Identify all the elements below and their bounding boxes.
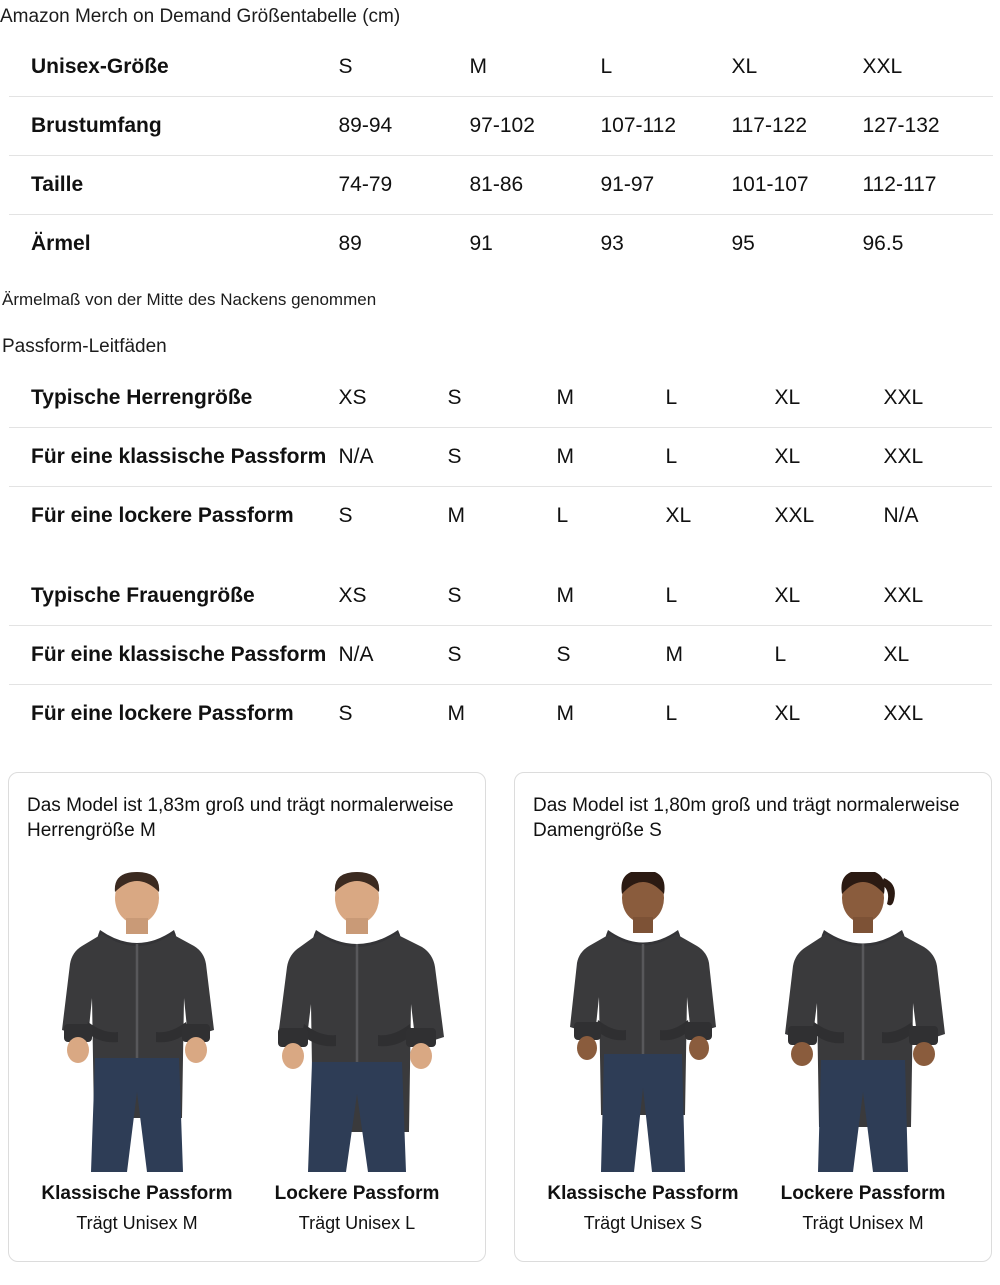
- row-label: Für eine lockere Passform: [31, 503, 294, 527]
- cell: L: [556, 503, 569, 527]
- table-row: [9, 427, 993, 486]
- model-card-womens: [514, 772, 992, 1262]
- cell: 74-79: [339, 155, 470, 214]
- cell: M: [447, 701, 465, 725]
- table-row: [9, 368, 993, 427]
- cell: S: [557, 625, 666, 684]
- cell: S: [339, 37, 470, 96]
- cell: M: [556, 701, 574, 725]
- cell: M: [666, 625, 775, 684]
- table-row: [9, 37, 994, 96]
- cell: M: [557, 368, 666, 427]
- model-cards: [8, 772, 992, 1262]
- cell: S: [448, 566, 557, 625]
- cell: S: [338, 701, 353, 725]
- cell: L: [666, 368, 775, 427]
- unisex-size-table: [8, 37, 994, 274]
- model-card-mens: [8, 772, 486, 1262]
- cell: XL: [775, 427, 884, 486]
- cell: XL: [775, 368, 884, 427]
- table-row: [9, 566, 993, 625]
- model-figure-classic: [36, 872, 238, 1172]
- row-label: Für eine klassische Passform: [9, 625, 339, 684]
- row-label: Für eine lockere Passform: [31, 701, 294, 725]
- cell: 95: [731, 231, 755, 255]
- cell: L: [775, 625, 884, 684]
- cell: XL: [884, 625, 993, 684]
- cell: S: [448, 427, 557, 486]
- cell: XL: [665, 503, 692, 527]
- model-figure-relaxed: [762, 872, 964, 1172]
- cell: XL: [732, 37, 863, 96]
- womens-fit-table: [8, 566, 993, 744]
- male-model-relaxed-fit-illustration: [262, 872, 452, 1172]
- model-caption: Das Model ist 1,80m groß und trägt normalerweise Damengröße S: [533, 794, 960, 842]
- cell: N/A: [883, 503, 919, 527]
- wears-size: Trägt Unisex M: [76, 1212, 198, 1233]
- wears-size: Trägt Unisex S: [583, 1212, 703, 1233]
- cell: XL: [775, 566, 884, 625]
- sleeve-measure-note: Ärmelmaß von der Mitte des Nackens genommen: [2, 289, 377, 309]
- row-label: Typische Herrengröße: [9, 368, 339, 427]
- cell: 91-97: [601, 155, 732, 214]
- figure-label-classic: [542, 1182, 744, 1236]
- male-model-classic-fit-illustration: [42, 872, 232, 1172]
- row-label: Brustumfang: [9, 96, 339, 155]
- cell: L: [665, 701, 678, 725]
- cell: 89-94: [339, 96, 470, 155]
- cell: 112-117: [863, 155, 994, 214]
- wears-size: Trägt Unisex M: [802, 1212, 924, 1233]
- cell: XS: [339, 566, 448, 625]
- fit-name: Klassische Passform: [547, 1183, 739, 1205]
- cell: XXL: [884, 368, 993, 427]
- cell: XXL: [884, 427, 993, 486]
- cell: 107-112: [601, 96, 732, 155]
- model-figure-classic: [542, 872, 744, 1172]
- cell: 89: [338, 231, 362, 255]
- table-row: [9, 486, 993, 545]
- fit-name: Lockere Passform: [780, 1183, 946, 1205]
- table-row: [9, 96, 994, 155]
- model-caption: Das Model ist 1,83m groß und trägt normalerweise Herrengröße M: [27, 794, 454, 842]
- cell: M: [447, 503, 465, 527]
- cell: 93: [600, 231, 624, 255]
- table-spacer: [0, 546, 1000, 566]
- table-row: [9, 155, 994, 214]
- cell: XL: [774, 701, 801, 725]
- table-row: [9, 684, 993, 743]
- table-row: [9, 625, 993, 684]
- row-label: Typische Frauengröße: [9, 566, 339, 625]
- figure-label-relaxed: [256, 1182, 458, 1236]
- row-label: Ärmel: [31, 231, 91, 255]
- cell: N/A: [339, 625, 448, 684]
- cell: L: [666, 566, 775, 625]
- row-label: Für eine klassische Passform: [9, 427, 339, 486]
- figure-label-classic: [36, 1182, 238, 1236]
- cell: S: [448, 368, 557, 427]
- figure-labels: [27, 1182, 467, 1236]
- cell: XXL: [774, 503, 815, 527]
- figure-labels: [533, 1182, 973, 1236]
- cell: 97-102: [470, 96, 601, 155]
- cell: XXL: [863, 37, 994, 96]
- cell: XXL: [883, 701, 924, 725]
- fit-name: Klassische Passform: [41, 1183, 233, 1205]
- cell: 117-122: [732, 96, 863, 155]
- fit-name: Lockere Passform: [274, 1183, 440, 1205]
- cell: 101-107: [732, 155, 863, 214]
- row-label: Taille: [9, 155, 339, 214]
- cell: 81-86: [470, 155, 601, 214]
- figure-row: [27, 852, 467, 1172]
- cell: 96.5: [862, 231, 904, 255]
- figure-row: [533, 852, 973, 1172]
- cell: 127-132: [863, 96, 994, 155]
- figure-label-relaxed: [762, 1182, 964, 1236]
- cell: S: [338, 503, 353, 527]
- cell: M: [557, 566, 666, 625]
- female-model-relaxed-fit-illustration: [768, 872, 958, 1172]
- row-label: Unisex-Größe: [9, 37, 339, 96]
- cell: L: [601, 37, 732, 96]
- cell: N/A: [339, 427, 448, 486]
- cell: L: [666, 427, 775, 486]
- cell: XXL: [884, 566, 993, 625]
- female-model-classic-fit-illustration: [548, 872, 738, 1172]
- cell: XS: [339, 368, 448, 427]
- fit-guides-title: Passform-Leitfäden: [2, 335, 167, 357]
- mens-fit-table: [8, 368, 993, 546]
- cell: M: [557, 427, 666, 486]
- cell: S: [448, 625, 557, 684]
- wears-size: Trägt Unisex L: [298, 1212, 416, 1233]
- model-figure-relaxed: [256, 872, 458, 1172]
- page-title: Amazon Merch on Demand Größentabelle (cm): [0, 6, 401, 27]
- cell: M: [470, 37, 601, 96]
- cell: 91: [469, 231, 493, 255]
- table-row: [9, 214, 994, 273]
